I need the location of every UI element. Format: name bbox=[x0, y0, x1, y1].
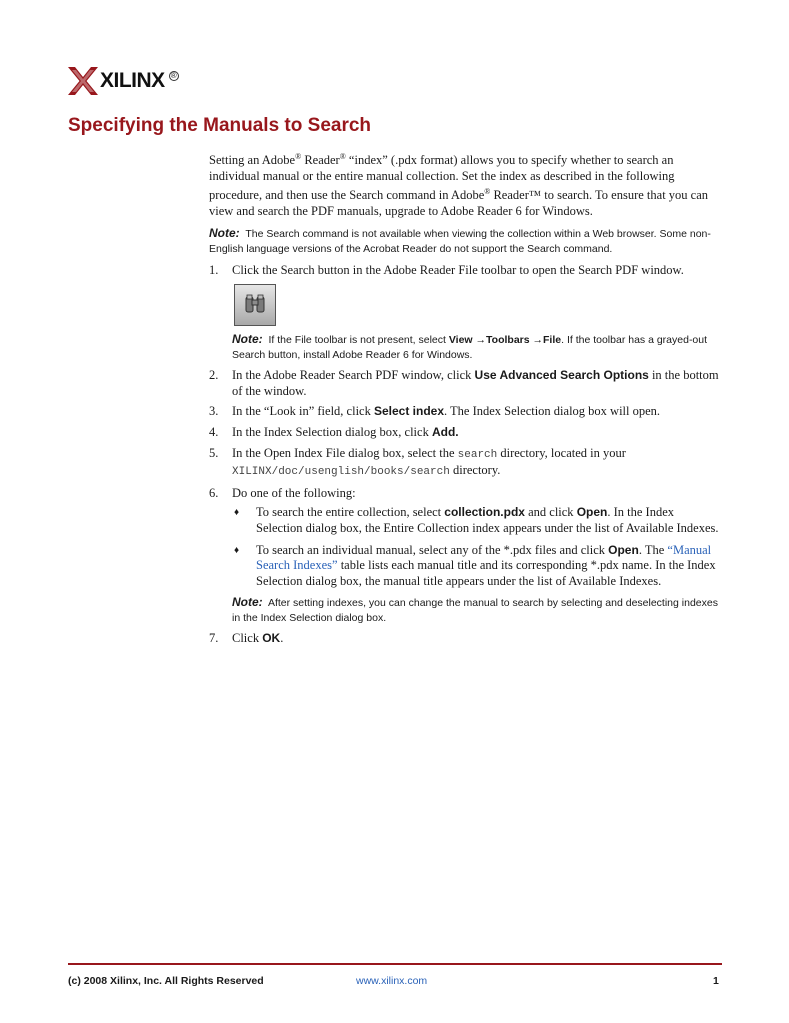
step-7: 7. Click OK. bbox=[209, 631, 284, 646]
page-title: Specifying the Manuals to Search bbox=[68, 115, 372, 136]
step-6: 6. Do one of the following: ♦ To search the entire collection, select collection.pdx and click Open. In the Index Selection dialog box, the Entire Collection index appears under the list of Available Indexes. ♦ To search an individual manual, select any of the *.pdx files and click Open. The “Manual Search Indexes” table lists each manual title and its corresponding *.pdx name. In the Index Selection dialog box, the manual title appears under the list of Available Indexes. Note: After setting indexes, you can change the manual to search by selecting and deselecting indexes in the Index Selection dialog box. bbox=[209, 486, 721, 627]
intro-paragraph: Setting an Adobe® Reader® “index” (.pdx format) allows you to specify whether to search an individual manual or the entire manual collection. Set the index as described in the following procedure, and then use the Search command in Adobe® Reader™ to search. To ensure that you can view and search the PDF manuals, upgrade to Adobe Reader 6 for Windows. bbox=[209, 152, 709, 219]
manual-search-indexes-link[interactable]: “Manual Search Indexes” bbox=[256, 542, 712, 573]
step-3: 3. In the “Look in” field, click Select index. The Index Selection dialog box will open. bbox=[209, 404, 661, 419]
step-4: 4. In the Index Selection dialog box, click Add. bbox=[209, 425, 459, 440]
main-content bbox=[209, 149, 721, 652]
option-entire-collection: ♦ To search the entire collection, select collection.pdx and click Open. In the Index Selection dialog box, the Entire Collection index appears under the list of Available Indexes. bbox=[234, 505, 719, 536]
note-setting-indexes: Note: After setting indexes, you can change the manual to search by selecting and deselecting indexes in the Index Selection dialog box. bbox=[232, 595, 718, 625]
logo-brand-text: XILINX bbox=[100, 69, 165, 92]
procedure-steps bbox=[209, 263, 721, 647]
note-web-browser: Note: The Search command is not available when viewing the collection within a Web browser. Some non-English language versions of the Acrobat Reader do not support the Search command. bbox=[209, 225, 711, 255]
footer-rule bbox=[68, 963, 722, 965]
footer-copyright: (c) 2008 Xilinx, Inc. All Rights Reserved bbox=[68, 975, 264, 987]
footer-website-link[interactable]: www.xilinx.com bbox=[356, 975, 428, 987]
step-1: 1. Click the Search button in the Adobe Reader File toolbar to open the Search PDF window. Note: If the File toolbar is not present, select View →Toolbars →File. If the toolbar has a grayed-out Search button, install Adobe Reader 6 for Windows. bbox=[209, 263, 721, 364]
option-individual-manual: ♦ To search an individual manual, select any of the *.pdx files and click Open. The “Manual Search Indexes” table lists each manual title and its corresponding *.pdx name. In the Index Selection dialog box, the manual title appears under the list of Available Indexes. bbox=[234, 542, 716, 588]
registered-mark: ® bbox=[169, 71, 179, 81]
xilinx-logo bbox=[68, 66, 179, 96]
search-toolbar-button bbox=[234, 284, 276, 326]
note-file-toolbar: Note: If the File toolbar is not present, select View →Toolbars →File. If the toolbar has a grayed-out Search button, install Adobe Reader 6 for Windows. bbox=[232, 332, 708, 362]
step-5: 5. In the Open Index File dialog box, select the search directory, located in your XILINX/doc/usenglish/books/search directory. bbox=[209, 445, 626, 479]
binoculars-icon bbox=[242, 292, 268, 318]
page-number: 1 bbox=[713, 975, 719, 987]
step-6-options bbox=[232, 505, 721, 589]
xilinx-mark-icon bbox=[68, 67, 98, 95]
step-2: 2. In the Adobe Reader Search PDF window, click Use Advanced Search Options in the bottom of the window. bbox=[209, 368, 719, 398]
